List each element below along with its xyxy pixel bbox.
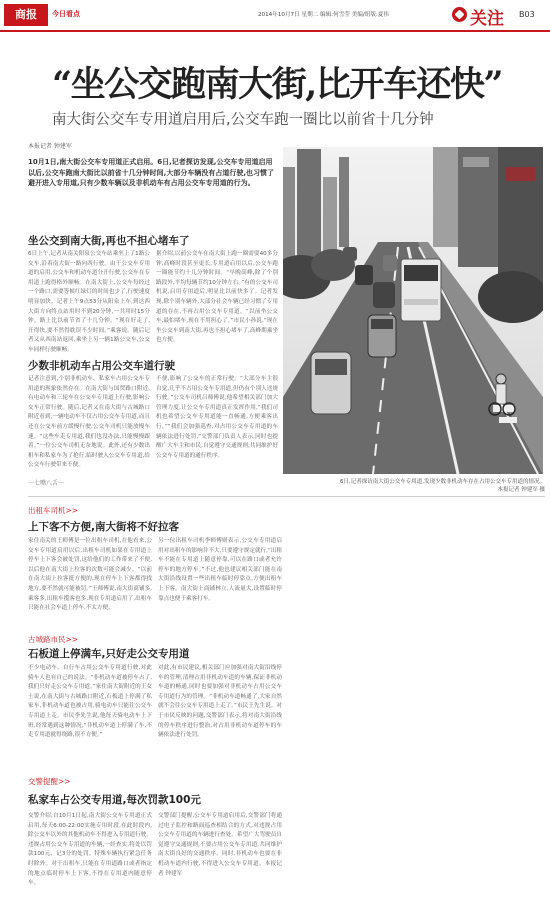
section-title-3: 上下客不方便,南大街将不好拉客 <box>28 521 179 533</box>
byline: 本报记者 钟建军 <box>28 143 72 150</box>
street-photo <box>283 147 543 474</box>
section-title-2: 少数非机动车占用公交车道行驶 <box>28 360 175 372</box>
section-2-col-1: 记者注意到,个别非机动车、私家车占用公交车专用道的现象依然存在。在南大街与国贸路口附近,有电动车和三轮车在公交车专用道上行驶,影响公交车正常行驶。随后,记者又在南大街与古城路口附近看到,一辆电动车不仅占用公交车专用道,而且还在公交车前方缓慢行驶,公交车司机只能放慢车速。“这些车走专用道,我们也没办法,只能慢慢跟着。”一位公交车司机无奈地说。此外,还有少数出租车和私家车为了抢行,临时驶入公交车专用道,给公交车行驶带来不便。 <box>28 376 150 469</box>
section-5-col-2: 交警部门提醒,公交车专用道启用后,交警部门将通过电子监控和路面巡查相结合的方式,对违规占用公交车专用道的车辆进行查处。希望广大驾驶员自觉遵守交通规则,不要占用公交车专用道,共同维护南大街良好的交通秩序。同时,非机动车也要在非机动车道内行驶,不得进入公交车专用道。本报记者 钟建军 <box>158 813 282 877</box>
lead-paragraph: 10月1日,南大街公交车专用道正式启用。6日,记者探访发现,公交车专用道启用以后,公交车跑南大街比以前省十几分钟时间,大部分车辆没有占道行驶,也习惯了避开进入专用道,只有少数车辆以及非机动车有占用公交车专用道的行为。 <box>28 158 274 187</box>
section-3-col-2: 另一位出租车司机李师傅则表示,公交车专用道启用对出租车的影响并不大,只要遵守规定就行,“出租车不能在专用道上随意停靠,可以在路口或者允许停车的地方停车。”不过,他也建议相关部门能在南大街沿线设置一些出租车临时停靠点,方便出租车上下客。南大街上商铺林立,人流量大,设置临时停靠点也便于乘客打车。 <box>158 538 282 602</box>
section-3-col-1: 家住南关的王师傅是一位出租车司机,在他看来,公交车专用道启用以后,出租车司机如果在专用道上停车上下客会被处罚,这给他们的工作带来了不便,以后他在南大街上拉客的次数可能会减少。“以前在南大街上拉客挺方便的,现在停车上下客都得找地方,要不然就可能被罚。”王师傅说,南大街商铺多,乘客多,出租车揽客也多,现在专用道启用了,出租车只能在社会车道上停车,不太方便。 <box>28 538 152 612</box>
section-1-col-2: 据介绍,以前公交车在南大街上跑一圈需要40多分钟,高峰时段甚至更长,专用道启用以后,公交车跑一圈能节约十几分钟时间。“早晚高峰,除了个别路段外,平均每辆节约10分钟左右。”有的公交车司机说,启用专用道后,明显比以前快多了。记者发现,除个别车辆外,大部分社会车辆已经习惯了专用道的存在,不再占用公交车专用道。“以前坐公交车,最怕堵车,现在不用担心了。”市民小孙说,“现在坐公交车到南大街,再也不担心堵车了,高峰期乘坐也方便。 <box>156 251 278 344</box>
section-name: 关注 <box>470 9 504 29</box>
issue-meta: 2014年10月7日 星期二 编辑:何雪莹 美编/组版:夏伟 <box>258 12 389 18</box>
divider-rule <box>28 496 545 497</box>
masthead <box>0 0 550 30</box>
bus-lane-photo-image <box>283 147 543 474</box>
section-title-5: 私家车占公交专用道,每次罚款100元 <box>28 794 201 806</box>
section-5-col-1: 交警介绍,自10月1日起,南大街公交车专用道正式启用,每天6:00-22:00实施专用时段,在此时段内,除公交车以外的其他机动车不得进入专用道行驶。违规占用公交车专用道的车辆,一经查实,将处以罚款100元、记3分的处罚。特殊车辆执行紧急任务时除外。对于出租车,只能在专用道路口或者指定的地点临时停车上下客,不得在专用道内随意停车。 <box>28 813 152 887</box>
section-badge-icon <box>452 7 467 22</box>
photo-caption: 6日,记者探访南大街公交车专用道,发现少数非机动车存在占用公交车专用道的情况。 本报记者 钟建军 摄 <box>340 479 545 493</box>
section-4-col-1: 不少电动车、自行车占用公交车专用道行驶,对此骑车人也有自己的说法。“非机动车道被停车占了,我们只好走公交车专用道。”家住南大街附近的王女士说,在南大街与古城路口附近,石板道上停满了私家车,非机动车道也被占用,骑电动车只能往公交车专用道上走。市民李先生说,他每天骑电动车上下班,经常遇到这种情况,“非机动车道上停满了车,不走专用道就得绕路,很不方便。” <box>28 665 152 739</box>
section-1-col-1: 6日上午,记者从南关阳泉公交车站乘坐上了1路公交车,沿着南大街一路向西行驶。由于公交车专用道的启用,公交车和机动车道分开行驶,公交车在专用道上跑得格外顺畅。在南大街上,公交车每经过一个路口,需要等候红绿灯的时间也少了,行驶速度明显加快。记者上午9点53分从阳泉上车,到达西大街方向终点站用时不到20分钟,一共用时15分钟。路上比以前节省了十几分钟。“现在好走了,开得快,要不然得耽误不少时间。”乘客说。随后记者又从西南站返回,乘坐上另一辆1路公交车,公交车同样行驶顺畅。 <box>28 251 150 353</box>
section-3-kicker: 出租车司机>> <box>28 506 79 515</box>
section-4-col-2: 对此,有市民建议,相关部门应加强对南大街沿线停车的管理,清理占用非机动车道的车辆,保证非机动车道的畅通,同时也要加强对非机动车占用公交车专用道行为的管理。“非机动车道畅通了,大家自然就不会往公交车专用道上走了。”市民王先生说。对于市民反映的问题,交警部门表示,将对南大街沿线的停车秩序进行整治,对占用非机动车道停车的车辆依法进行处罚。 <box>158 665 282 739</box>
section-5-kicker: 交警提醒>> <box>28 777 71 786</box>
paper-subtitle: 今日看点 <box>52 10 80 18</box>
headline: “坐公交跑南大街,比开车还快” <box>52 64 502 105</box>
section-divider-label: 一七嘴八舌一 <box>28 480 65 487</box>
section-title-4: 石板道上停满车,只好走公交专用道 <box>28 648 190 660</box>
subheadline: 南大街公交车专用道启用后,公交车跑一圈比以前省十几分钟 <box>52 112 434 128</box>
newspaper-logo: 商报 <box>4 4 48 26</box>
section-title-1: 坐公交到南大街,再也不担心堵车了 <box>28 235 190 247</box>
section-2-col-2: 不便,影响了公交车的正常行驶。“大部分车主很自觉,几乎不占用公交车专用道,但仍有个别人违规行驶。”公交车司机吕师傅说,他希望相关部门加大管理力度,让公交车专用道真正发挥作用,“我们司机也希望公交车专用道能一直畅通,方便乘客出行。”“我们会加强巡查,对占用公交车专用道的车辆依法进行处罚,”交警部门负责人表示,同时也提醒广大车主和市民,自觉遵守交通规则,共同维护好公交车专用道的通行秩序。 <box>156 376 278 459</box>
section-4-kicker: 古城路市民>> <box>28 635 79 644</box>
header-rule <box>0 30 550 32</box>
page-number: B03 <box>519 10 535 19</box>
